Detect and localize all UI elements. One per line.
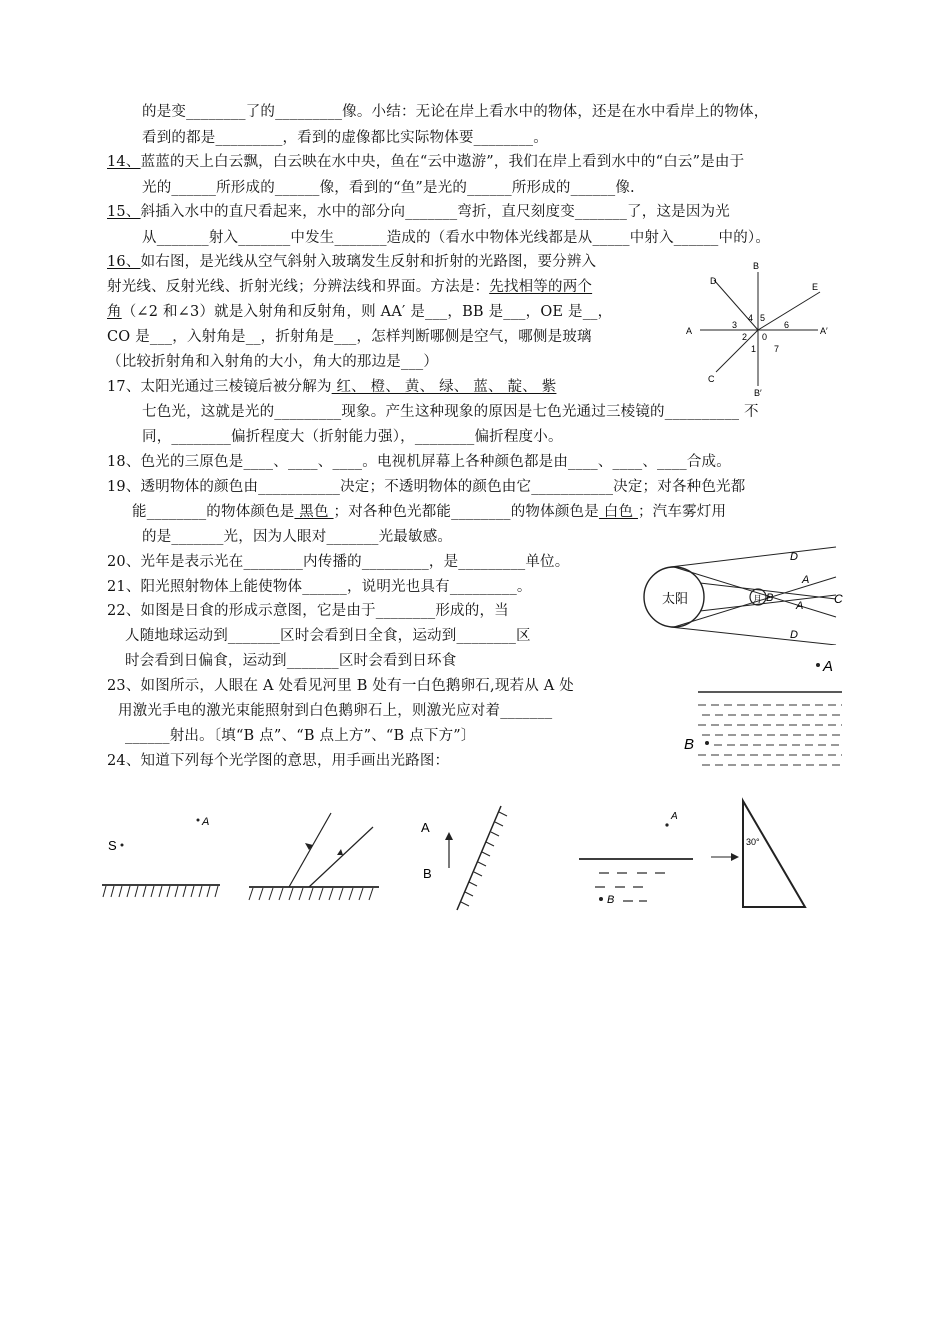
- label-O: 0: [762, 332, 768, 342]
- line-18: 的是_______光，因为人眼对_______光最敏感。: [142, 529, 453, 545]
- fig24-panel-5-prism: [705, 795, 815, 913]
- question-23: 23、如图所示，人眼在 A 处看见河里 B 处有一白色鹅卵石,现若从 A 处: [107, 678, 574, 694]
- fig24-panel-1-mirror: [100, 805, 225, 905]
- line-23: 时会看到日偏食，运动到_______区时会看到日环食: [125, 653, 457, 669]
- line-9: 角（∠2 和∠3）就是入射角和反射角，则 AA′ 是___，BB 是___，OE 是__，: [107, 304, 613, 320]
- line-2: 看到的都是_________，看到的虚像都比实际物体要________。: [142, 130, 548, 146]
- label-C: C: [834, 592, 843, 606]
- sun-label: 太阳: [662, 591, 689, 606]
- fig23-water-diagram: [680, 655, 850, 770]
- label-B: B: [607, 894, 615, 906]
- label-E: E: [812, 282, 819, 292]
- question-21: 21、阳光照射物体上能使物体______，说明光也具有_________。: [107, 579, 532, 595]
- label-A: A: [823, 658, 834, 675]
- label-3: 3: [732, 320, 738, 330]
- question-14: 14、蓝蓝的天上白云飘，白云映在水中央，鱼在“云中遨游”，我们在岸上看到水中的“白云”是由于: [107, 154, 745, 170]
- label-A: A: [421, 820, 430, 835]
- label-1: 1: [751, 344, 757, 354]
- label-C: C: [708, 374, 715, 384]
- question-17: 17、太阳光通过三棱镜后被分解为 红、 橙、 黄、 绿、 蓝、 靛、 紫: [107, 379, 557, 395]
- question-15: 15、斜插入水中的直尺看起来，水中的部分向_______弯折，直尺刻度变_______了，这是因为光: [107, 204, 730, 220]
- fig22-eclipse-diagram: [640, 545, 850, 645]
- fig24-panel-2-rays: [245, 805, 385, 905]
- label-A: A: [671, 811, 678, 822]
- question-20: 20、光年是表示光在________内传播的_________，是_________单位。: [107, 554, 570, 570]
- label-S: S: [108, 838, 117, 853]
- label-2: 2: [742, 332, 748, 342]
- line-10: CO 是___，入射角是__，折射角是___，怎样判断哪侧是空气，哪侧是玻璃: [107, 329, 592, 345]
- label-A-top: A: [802, 574, 810, 586]
- label-A: A: [686, 326, 693, 336]
- label-D-top: D: [790, 551, 798, 563]
- line-25: 用激光手电的激光束能照射到白色鹅卵石上，则激光应对着_______: [118, 703, 553, 719]
- question-number: 14、: [107, 154, 141, 170]
- label-D-bottom: D: [790, 629, 798, 641]
- label-A-prime: A′: [820, 326, 828, 336]
- angle-label: 30°: [746, 837, 760, 847]
- question-19: 19、透明物体的颜色由___________决定；不透明物体的颜色由它___________决定；对各种色光都: [107, 479, 746, 495]
- label-5: 5: [760, 313, 766, 323]
- line-6: 从_______射入_______中发生_______造成的（看水中物体光线都是从_____中射入______中的）。: [142, 230, 771, 246]
- line-14: 同，________偏折程度大（折射能力强），________偏折程度小。: [142, 429, 563, 445]
- line-26: ______射出。〔填“B 点”、“B 点上方”、“B 点下方”〕: [125, 728, 476, 744]
- question-24: 24、知道下列每个光学图的意思，用手画出光路图：: [107, 753, 450, 769]
- label-6: 6: [784, 320, 790, 330]
- fig24-panel-4-water: [575, 805, 700, 910]
- fig16-light-path-diagram: [680, 258, 840, 398]
- label-B: B: [766, 592, 774, 604]
- label-A: A: [202, 816, 210, 828]
- line-13: 七色光，这就是光的_________现象。产生这种现象的原因是七色光通过三棱镜的__________ 不: [142, 404, 759, 420]
- line-17: 能________的物体颜色是 黑色 ；对各种色光都能________的物体颜色是 白色 ；汽车雾灯用: [132, 504, 727, 520]
- line-8: 射光线、反射光线、折射光线；分辨法线和界面。方法是：先找相等的两个: [107, 279, 593, 295]
- moon-label: 月: [753, 594, 763, 604]
- line-4: 光的______所形成的______像，看到的“鱼”是光的______所形成的______像.: [142, 180, 635, 196]
- label-D: D: [710, 276, 717, 286]
- fig24-panel-3-object-mirror: [415, 800, 515, 915]
- question-16: 16、如右图，是光线从空气斜射入玻璃发生反射和折射的光路图，要分辨入: [107, 254, 597, 270]
- label-B: B: [753, 261, 760, 271]
- question-number: 15、: [107, 204, 141, 220]
- label-7: 7: [774, 344, 780, 354]
- question-number: 16、: [107, 254, 141, 270]
- line-22: 人随地球运动到_______区时会看到日全食，运动到________区: [125, 628, 531, 644]
- question-22: 22、如图是日食的形成示意图，它是由于________形成的，当: [107, 603, 509, 619]
- label-B-prime: B′: [754, 388, 762, 398]
- label-B: B: [684, 736, 695, 753]
- label-B: B: [423, 866, 432, 881]
- question-18: 18、色光的三原色是____、____、____。电视机屏幕上各种颜色都是由____、____、____合成。: [107, 454, 731, 470]
- line-1: 的是变________了的_________像。小结：无论在岸上看水中的物体，还是在水中看岸上的物体，: [142, 104, 769, 120]
- label-A-bottom: A: [796, 600, 804, 612]
- label-4: 4: [748, 313, 754, 323]
- line-11: （比较折射角和入射角的大小，角大的那边是___）: [107, 354, 439, 370]
